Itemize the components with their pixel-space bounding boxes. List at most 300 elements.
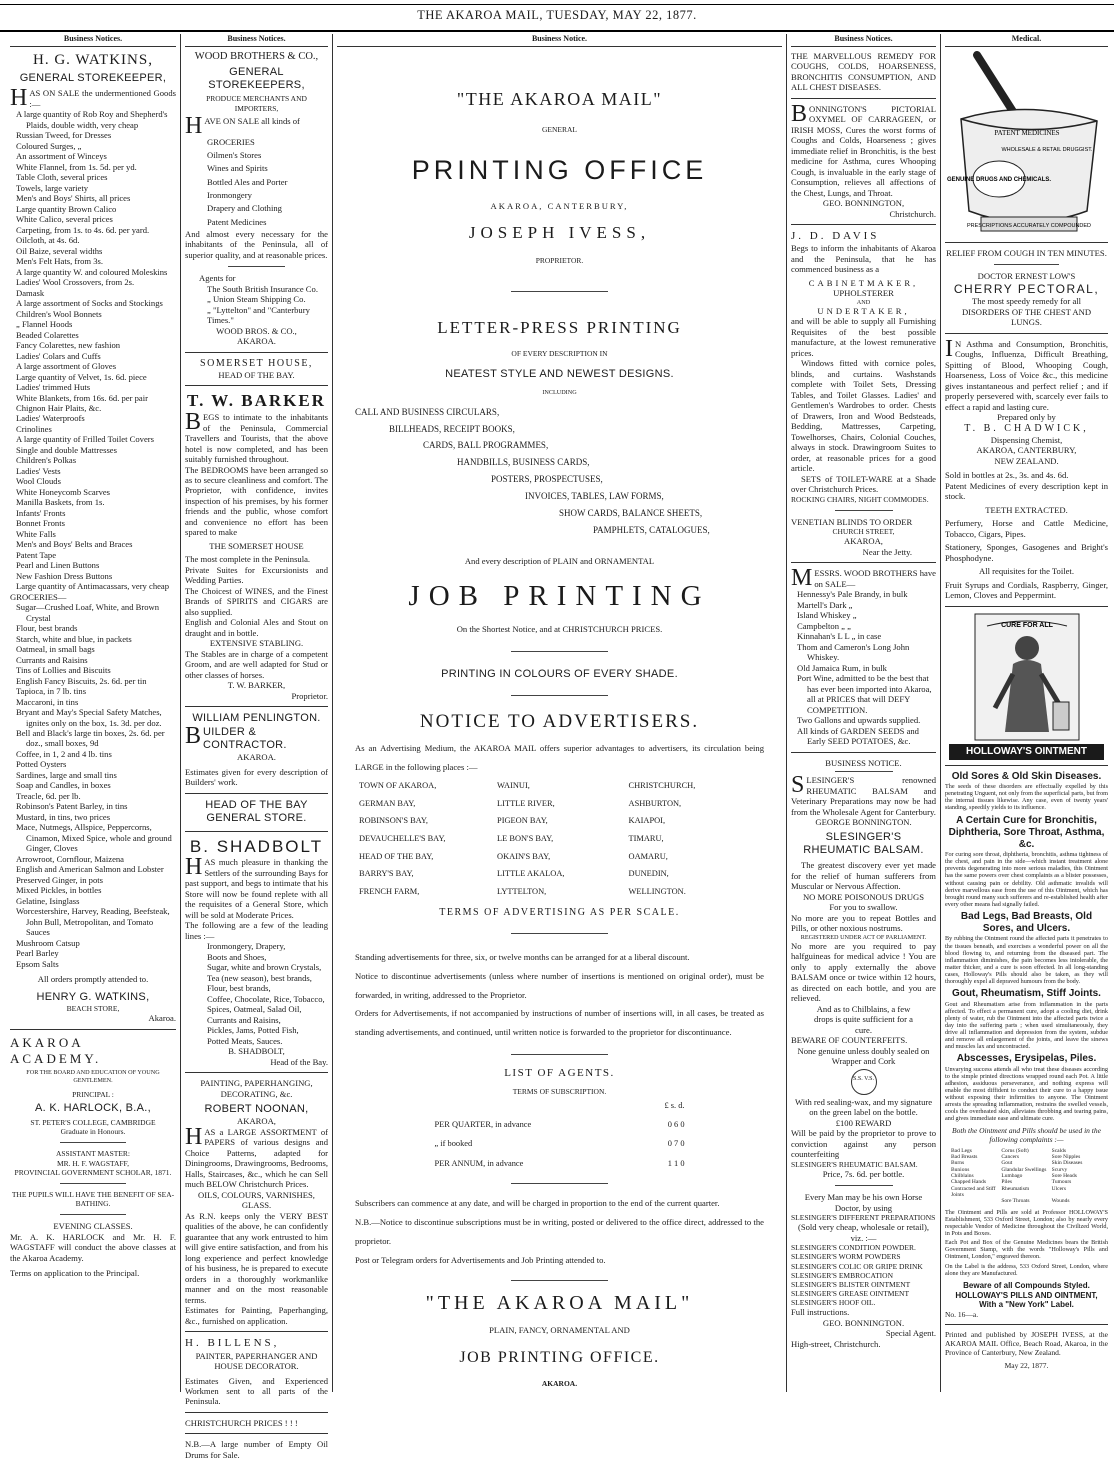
sold-bottles: Sold in bottles at 2s., 3s. and 4s. 6d. (945, 470, 1069, 481)
complaint-cell: Chilblains (951, 1173, 974, 1180)
list-item: Potted Oysters (16, 759, 67, 770)
list-item: White Calico, several prices (16, 214, 113, 225)
complaint-cell: Gout (1001, 1160, 1013, 1167)
complaint-cell: Sore Nipples (1051, 1154, 1081, 1161)
groceries-heading: GROCERIES— (10, 591, 67, 602)
beware-compounds: Beware of all Compounds Styled. (963, 1280, 1090, 1290)
principal-college: ST. PETER'S COLLEGE, CAMBRIDGE (30, 1118, 156, 1128)
every-description: And every description of PLAIN and ORNAMENTAL (464, 556, 655, 567)
drop-cap: M (791, 565, 813, 592)
col4-signature: GEO. BONNINGTON. (822, 1317, 905, 1328)
drop-cap: B (791, 100, 808, 127)
noonan-text-2: OILS, COLOURS, VARNISHES, GLASS. (198, 1189, 315, 1211)
list-item: Patent Medicines (207, 216, 267, 227)
list-item: Oilcloth, at 4s. 6d. (16, 235, 80, 246)
column-5 (940, 34, 1114, 1392)
colours: PRINTING IN COLOURS OF EVERY SHADE. (441, 667, 678, 680)
list-item: „ Flannel Hoods (16, 319, 73, 330)
relief: RELIEF FROM COUGH IN TEN MINUTES. (946, 247, 1107, 258)
list-item: „ Union Steam Shipping Co. (207, 294, 306, 305)
list-item: Sugar, white and brown Crystals, (207, 962, 322, 973)
oil-drums: N.B.—A large number of Empty Oil Drums for Sale. (185, 1439, 328, 1460)
printing-item: CARDS, BALL PROGRAMMES, (423, 440, 549, 451)
masthead-rule (0, 30, 1114, 32)
list-item: A large quantity of Frilled Toilet Covers (16, 434, 154, 445)
list-item: Table Cloth, several prices (16, 172, 108, 183)
davis-text: Begs to inform the inhabitants of Akaroa and the Peninsula, that he has commenced business as a (791, 243, 936, 275)
watkins-role: GENERAL STOREKEEPER, (19, 72, 167, 85)
list-item: Soap and Candles, in boxes (16, 780, 111, 791)
heading-old-sores: Old Sores & Old Skin Diseases. (951, 770, 1102, 782)
complaint-cell (951, 1198, 1001, 1204)
barker-text-4: Private Suites for Excursionists and Wedding Parties. (185, 564, 328, 586)
notice-text: As an Advertising Medium, the AKAROA MAIL offers superior advantages to advertisers, its circulation being LARGE in the following places :— (355, 743, 764, 773)
teeth: TEETH EXTRACTED. (985, 504, 1068, 515)
printing-item: SHOW CARDS, BALANCE SHEETS, (559, 508, 703, 519)
list-item: An assortment of Winceys (16, 151, 107, 162)
drop-cap: B (185, 409, 202, 436)
principal-label: PRINCIPAL : (72, 1089, 114, 1099)
drop-cap: H (10, 85, 28, 112)
holloway-figure-illustration (957, 612, 1097, 742)
list-item: Large quantity of Velvet, 1s. 6d. piece (16, 371, 147, 382)
list-item: Flour, best brands, (207, 983, 271, 994)
rate-value: 0 7 0 (667, 1139, 685, 1149)
discontinue-text: Notice to discontinue advertisements (unless where number of insertions is mentioned on original order), must be forwarded, in writing, addressed to the Proprietor. (355, 970, 764, 1000)
mortar-text-4: PRESCRIPTIONS ACCURATELY COMPOUNDED (966, 222, 1091, 229)
text-abscesses: Unvarying success attends all who treat these diseases according to the simple printed directions wrapped round each Pot. A little adhesion, assiduous perseverance, and nothing express will enable the most diffident to conduct their cure to a happy issue without exposing their infirmities to anyone. The Ointment arrests the spreading inflammation, restrains the swelled vessels, cools the overheated skin, alleviates throbbing and tearing pains, and gives immediate ease and ultimate cure. (945, 1065, 1108, 1123)
towns-grid (337, 777, 782, 900)
subs-text: Subscribers can commence at any date, and will be charged in proportion to the end of the current quarter. (355, 1198, 720, 1209)
list-item: Towels, large variety (16, 182, 89, 193)
list-item: Children's Wool Bonnets (16, 308, 102, 319)
patent-medicines: Patent Medicines of every description kept in stock. (945, 480, 1108, 502)
town-cell: WAINUI, (497, 781, 530, 791)
and-label: AND (856, 298, 871, 306)
remedy: The most speedy remedy for all DISORDERS OF THE CHEST AND LUNGS. (961, 296, 1092, 328)
preparations-list (791, 1243, 936, 1307)
list-item: Infants' Fronts (16, 507, 66, 518)
list-item: Ladies' Colars and Cuffs (16, 350, 101, 361)
penlington-role: UILDER & CONTRACTOR. (203, 725, 287, 751)
letterpress-printing: LETTER-PRESS PRINTING (437, 318, 682, 338)
beware-text: None genuine unless doubly sealed on Wrapper and Cork (797, 1045, 930, 1067)
town-cell: DUNEDIN, (628, 869, 669, 879)
text-label: On the Label is the address, 533 Oxford Street, London, where alone they are Manufactured. (945, 1262, 1108, 1277)
noonan-title: ROBERT NOONAN, (204, 1103, 309, 1116)
printing-item: HANDBILLS, BUSINESS CARDS, (457, 457, 590, 468)
wood-bros-sale: ESSRS. WOOD BROTHERS have on SALE— (814, 568, 936, 589)
list-item: Maccaroni, in tins (16, 696, 79, 707)
notice-title: NOTICE TO ADVERTISERS. (419, 711, 700, 733)
heading-gout: Gout, Rheumatism, Stiff Joints. (952, 988, 1101, 1000)
spirits-list (791, 589, 936, 746)
list-item: Currants and Raisins (16, 654, 88, 665)
new-zealand: NEW ZEALAND. (994, 455, 1059, 466)
town-cell: TOWN OF AKAROA, (359, 781, 437, 791)
list-item: Oil Baize, several widths (16, 245, 103, 256)
drop-cap: H (185, 854, 203, 881)
bottom-job: JOB PRINTING OFFICE. (459, 1348, 660, 1366)
column-header: Business Notices. (791, 34, 936, 47)
billens-text: Estimates Given, and Experienced Workmen sent to all parts of the Peninsula. (185, 1375, 328, 1407)
list-item: Mace, Nutmegs, Allspice, Peppercorns, Cinamon, Mixed Spice, whole and ground Ginger, Cloves (16, 822, 172, 854)
somerset-title: SOMERSET HOUSE, (200, 357, 313, 369)
evening-classes: EVENING CLASSES. (53, 1221, 133, 1232)
near-jetty: Near the Jetty. (862, 546, 912, 557)
complaint-cell: Rheumatism (1001, 1185, 1030, 1192)
mortar-text-2: WHOLESALE & RETAIL DRUGGIST. (1000, 146, 1093, 153)
slesinger-name: SLESINGER'S RHEUMATIC BALSAM. (791, 1159, 918, 1169)
list-item: Potted Meats, Sauces. (207, 1035, 283, 1046)
list-item: Tea (new season), best brands, (207, 972, 312, 983)
principal-graduate: Graduate in Honours. (60, 1127, 126, 1137)
list-item: Martell's Dark „ (797, 599, 853, 610)
drop-cap: B (185, 722, 202, 749)
rates-header: £ s. d. (664, 1100, 685, 1110)
barker-text-1: EGS to intimate to the inhabitants of the Peninsula, Commercial Travellers and Tourists, that the above hotel is now completed, and has been suitably furnished throughout. (185, 412, 328, 465)
davis-text-3: Windows fitted with cornice poles, blinds, and curtains. Washstands complete with Toilet Sets, Dressing Tables, and Toilet Glasses. Ladies' and Gentlemen's Wardrobes to order. Chests of Drawers, Iron and Wood Bedsteads, Bedding, Mattresses, Carpeting, Towelhorses, Chairs, Colonial Couches, always in stock. Drawingroom Suites to order, at reasonable prices for a good article. (791, 358, 936, 474)
slesinger-signature: GEORGE BONNINGTON. (815, 817, 912, 828)
bonnington-text: ONNINGTON'S PICTORIAL OXYMEL OF CARRAGEEN, or IRISH MOSS, Cures the worst forms of Coughs and Colds, Hoarseness ; gives immediate relief in Bronchitis, is the best medicine for Asthma, cures Whooping Cough, is invaluable in the early stage of Consumption, relieves all affections of the Chest, Lungs, and Throat. (791, 103, 936, 198)
list-item: Boots and Shoes, (207, 951, 267, 962)
list-item: SLESINGER'S EMBROCATION (791, 1270, 893, 1280)
town-cell: TIMARU, (628, 833, 664, 843)
complaint-cell: Skin Diseases (1051, 1160, 1083, 1167)
list-item: „ "Lyttelton" and "Canterbury Times." (207, 304, 310, 326)
no-poison: NO MORE POISONOUS DRUGS (802, 891, 925, 902)
head-bay-title: HEAD OF THE BAY GENERAL STORE. (205, 798, 308, 825)
shadbolt-text-2: The following are a few of the leading lines :— (185, 920, 328, 941)
text-bronchitis: For curing sore throat, diphtheria, bronchitis, asthma tightness of the chest, and pain in the side—which instant treatment alone prevents degenerating into more serious maladies, this Ointment has the same powers over chest complaints as a blister possesses, without causing pain or debility. Old asthmatic invalids will derive marvellous ease from the use of this Ointment, which has brought round many such sufferers and re-established health after every other means had signally failed. (945, 851, 1108, 908)
heading-bad-legs: Bad Legs, Bad Breasts, Old Sores, and Ulcers. (960, 911, 1093, 935)
list-item: Treacle, 6d. per lb. (16, 790, 81, 801)
rate-value: 1 1 0 (667, 1158, 685, 1168)
chadwick: T. B. CHADWICK, (964, 422, 1089, 434)
noonan-place: AKAROA, (237, 1116, 276, 1127)
complaint-cell: Scalds (1051, 1147, 1067, 1154)
rate-label: PER QUARTER, in advance (434, 1120, 532, 1130)
list-item: Kinnahan's L L „ in case (797, 631, 882, 642)
column-3 (332, 34, 786, 1392)
list-item: Russian Tweed, for Dresses (16, 130, 112, 141)
bottom-place: AKAROA. (541, 1379, 578, 1389)
beware: BEWARE OF COUNTERFEITS. (791, 1035, 908, 1046)
column-header: Business Notice. (337, 34, 782, 47)
slesinger-text-5: And as to Chilblains, a few drops is quite sufficient for a cure. (814, 1003, 913, 1035)
list-item: Damask (16, 287, 45, 298)
cure-for-all: CURE FOR ALL (1000, 621, 1053, 629)
list-item: All kinds of GARDEN SEEDS and Early SEED POTATOES, &c. (797, 725, 919, 747)
list-item: SLESINGER'S CONDITION POWDER. (791, 1243, 916, 1253)
list-item: Island Whiskey „ (797, 610, 857, 621)
barker-text-5: The Choicest of WINES, and the Finest Brands of SPIRITS and CIGARS are also supplied. (185, 585, 328, 617)
town-cell: ASHBURTON, (628, 798, 682, 808)
list-item: A large quantity W. and coloured Moleskins (16, 266, 168, 277)
list-item: White Honeycomb Scarves (16, 486, 111, 497)
list-item: Bell and Black's large tin boxes, 2s. 6d. per doz., small boxes, 9d (16, 728, 165, 749)
rate-row (435, 1134, 685, 1153)
list-item: Two Gallons and upwards supplied. (797, 715, 921, 726)
list-item: Pearl and Linen Buttons (16, 560, 100, 571)
shadbolt-signature: B. SHADBOLT, (228, 1046, 285, 1057)
holloway-banner: HOLLOWAY'S OINTMENT (949, 744, 1104, 760)
complaint-cell: Sore Throats (1001, 1198, 1030, 1205)
remedy-text: THE MARVELLOUS REMEDY FOR COUGHS, COLDS, HOARSENESS, BRONCHITIS CONSUMPTION, AND ALL CHEST DISEASES. (791, 50, 936, 93)
top-rule (0, 4, 1114, 5)
bonnington-signature: GEO. BONNINGTON, (822, 198, 905, 209)
church-street: CHURCH STREET, (832, 527, 895, 537)
shortest-notice: On the Shortest Notice, and at CHRISTCHURCH PRICES. (456, 624, 663, 635)
post-text: Post or Telegram orders for Advertisements and Job Printing attended to. (355, 1254, 606, 1265)
list-item: Men's Felt Hats, from 3s. (16, 256, 104, 267)
text-stamp: Each Pot and Box of the Genuine Medicines bears the British Government Stamp, with the words "Holloway's Pills and Ointment, London," engraved thereon. (945, 1239, 1108, 1261)
text-gout: Gout and Rheumatism arise from inflammation in the parts affected. To effect a permanent cure, adopt a cooling diet, drink plenty of water, rub the Ointment into the affected parts twice a day into the suffering parts ; when used simultaneously, they drive all inflammation and depression from the system, subdue and remove all enlargement of the joints, and leave the sinews and muscles lax and uncontracted. (945, 1000, 1108, 1051)
list-item: Sugar—Crushed Loaf, White, and Brown Crystal (16, 602, 160, 623)
list-item: Preserved Ginger, in pots (16, 874, 104, 885)
list-item: Men's and Boys' Shirts, all prices (16, 193, 131, 204)
town-cell: BARRY'S BAY, (359, 869, 414, 879)
list-item: Beaded Colarettes (16, 329, 79, 340)
printing-item: POSTERS, PROSPECTUSES, (491, 474, 603, 485)
list-item: Wines and Spirits (207, 163, 268, 174)
list-item: SLESINGER'S COLIC OR GRIPE DRINK (791, 1261, 923, 1271)
list-item: Single and double Mattresses (16, 444, 117, 455)
both-note: Both the Ointment and Pills should be used in the following complaints :— (952, 1125, 1101, 1144)
list-item: Patent Tape (16, 549, 57, 560)
drop-cap: H (185, 1123, 203, 1150)
complaint-cell: Tumours (1051, 1179, 1072, 1186)
new-york-label: With a "New York" Label. (979, 1300, 1074, 1310)
stationery: Stationery, Sponges, Gasogenes and Bright's Phosphodyne. (945, 542, 1108, 563)
penlington-title: WILLIAM PENLINGTON. (192, 712, 321, 725)
barker-signature: T. W. BARKER, (227, 680, 286, 691)
list-item: Coloured Surges, „ (16, 140, 82, 151)
pectoral-text: N Asthma and Consumption, Bronchitis, Coughs, Influenza, Difficult Breathing, Spitting of Blood, Whooping Cough, Hoarseness, Loss of Voice &c., this medicine gives instantaneous and perfect relief ; and if properly persevered with, scarcely ever fails to effect a rapid and lasting cure. (945, 338, 1108, 412)
watkins-name: H. G. WATKINS, (33, 51, 153, 68)
complaint-cell: Ulcers (1051, 1185, 1067, 1192)
shadbolt-items (185, 941, 328, 1046)
shadbolt-place: Head of the Bay. (270, 1056, 328, 1067)
complaint-cell: Scurvy (1051, 1166, 1068, 1173)
holloway-pills: HOLLOWAY'S PILLS AND OINTMENT, (955, 1290, 1098, 1300)
signature-place: Akaroa. (148, 1013, 176, 1024)
rate-label: „ if booked (434, 1139, 473, 1149)
fruit-syrups: Fruit Syrups and Cordials, Raspberry, Ginger, Lemon, Cloves and Peppermint. (945, 579, 1108, 601)
business-notice: BUSINESS NOTICE. (825, 757, 902, 768)
subscription-title: TERMS OF SUBSCRIPTION. (512, 1086, 607, 1096)
registered: REGISTERED UNDER ACT OF PARLIAMENT. (800, 933, 927, 941)
assistant-name: MR. H. F. WAGSTAFF, (56, 1158, 130, 1168)
printing-items (337, 397, 782, 547)
slesinger-text-2: The greatest discovery ever yet made for the relief of human sufferers from Muscular or Nervous Affection. (791, 860, 936, 892)
list-item: Fancy Colarettes, new fashion (16, 340, 121, 351)
neatest-style: NEATEST STYLE AND NEWEST DESIGNS. (445, 368, 674, 381)
printing-item: BILLHEADS, RECEIPT BOOKS, (389, 423, 515, 434)
akaroa-mail-title: "THE AKAROA MAIL" (456, 88, 663, 109)
column-header: Medical. (945, 34, 1108, 47)
noonan-text-3: As R.N. keeps only the VERY BEST qualities of the above, he can confidently guarantee that any work entrusted to him will give entire satisfaction, and from his long experience and perfect knowledge of his business, he is prepared to execute orders in a thoroughly workmanlike manner and on the most reasonable terms. (185, 1210, 328, 1305)
complaint-cell: Corns (Soft) (1001, 1147, 1029, 1154)
drapery-list (10, 109, 176, 591)
terms-title: TERMS OF ADVERTISING AS PER SCALE. (439, 906, 680, 918)
list-item: Ladies' Waterproofs (16, 413, 85, 424)
list-item: Mustard, in tins, two prices (16, 811, 111, 822)
nb-text: N.B.—Notice to discontinue subscriptions must be in writing, posted or delivered to the office direct, addressed to the proprietor. (355, 1217, 764, 1246)
list-item: Men's and Boys' Belts and Braces (16, 539, 133, 550)
printing-office: PRINTING OFFICE (411, 154, 708, 185)
prepared-by: Prepared only by (997, 412, 1056, 423)
drop-cap: H (185, 112, 203, 139)
general-label: GENERAL (542, 124, 577, 134)
wood-bros-items (185, 136, 328, 229)
complaint-cell: Bad Breasts (951, 1154, 978, 1161)
academy-title: AKAROA ACADEMY. (10, 1034, 102, 1066)
signature-name: HENRY G. WATKINS, (36, 990, 150, 1003)
christchurch-prices: CHRISTCHURCH PRICES ! ! ! (185, 1417, 298, 1428)
wood-bros-place: AKAROA. (237, 336, 276, 347)
list-item: Wool Clouds (16, 476, 61, 487)
list-item: SLESINGER'S HOOF OIL. (791, 1298, 876, 1308)
list-item: Worcestershire, Harvey, Reading, Beefsteak, John Bull, Metropolitan, and Tomato Sauces (16, 906, 170, 938)
list-item: Coffee, in 1, 2 and 4 lb. tins (16, 748, 112, 759)
shadbolt-title: B. SHADBOLT (189, 836, 324, 856)
stabling: EXTENSIVE STABLING. (209, 638, 304, 649)
wood-bros-sub: PRODUCE MERCHANTS AND IMPORTERS, (206, 94, 307, 113)
list-item: Ladies' Wool Crossovers, from 2s. (16, 277, 135, 288)
town-cell: KAIAPOI, (628, 816, 666, 826)
penlington-text: Estimates given for every description of Builders' work. (185, 766, 328, 788)
town-cell: LYTTELTON, (497, 886, 547, 896)
list-item: Flour, best brands (16, 623, 78, 634)
column-4 (786, 34, 940, 1392)
list-item: GROCERIES (207, 136, 255, 147)
proprietor-role: PROPRIETOR. (535, 256, 584, 265)
list-item: Large quantity Brown Calico (16, 203, 117, 214)
town-cell: DEVAUCHELLE'S BAY, (359, 833, 446, 843)
text-old-sores: The seeds of these disorders are effectually expelled by this penetrating Unguent, not only from the superficial parts, but from the internal tissues likewise. Any case, even of twenty years' standing, speedily yields to its influence. (945, 783, 1108, 812)
column-header: Business Notices. (10, 34, 176, 47)
list-item: English Fancy Biscuits, 2s. 6d. per tin (16, 675, 147, 686)
terms-note: Terms on application to the Principal. (10, 1268, 140, 1279)
slesinger-text-6: With red sealing-wax, and my signature on the green label on the bottle. (794, 1096, 933, 1118)
upholsterer: UPHOLSTERER (833, 288, 894, 299)
wood-bros-signature: WOOD BROS. & CO., (216, 325, 297, 336)
watkins-intro: AS ON SALE the undermentioned Goods :— (29, 88, 176, 109)
list-item: A large quantity of Rob Roy and Shepherd's Plaids, double width, very cheap (16, 109, 168, 130)
complaint-cell: Burns (951, 1160, 965, 1167)
somerset-house: THE SOMERSET HOUSE (209, 540, 304, 551)
wood-bros-text: And almost every necessary for the inhabitants of the Peninsula, all of superior quality, and at reasonable prices. (185, 228, 328, 260)
drop-cap: S (791, 772, 805, 799)
barker-text-7: The Stables are in charge of a competent Groom, and are well adapted for Stud or other classes of horses. (185, 648, 328, 680)
town-cell: LE BON'S BAY, (497, 833, 554, 843)
shadbolt-text-1: AS much pleasure in thanking the Settlers of the surrounding Bays for past support, and begs to intimate that his Store will now be found replete with all the requisites of a General Store, which will be sold at Moderate Prices. (185, 857, 328, 920)
high-street: High-street, Christchurch. (791, 1338, 881, 1349)
complaint-cell: Glandular Swellings (1001, 1166, 1047, 1173)
list-item: Bottled Ales and Porter (207, 176, 288, 187)
list-item: Tapioca, in 7 lb. tins (16, 686, 87, 697)
complaint-cell: Cancers (1001, 1154, 1020, 1161)
column-1 (6, 34, 180, 1392)
list-item: Oilmen's Stores (207, 149, 262, 160)
item-number: No. 16—a. (945, 1310, 979, 1320)
list-item: English and American Salmon and Lobster (16, 864, 164, 875)
price: Price, 7s. 6d. per bottle. (822, 1168, 905, 1179)
list-item: Old Jamaica Rum, in bulk (797, 662, 887, 673)
horse-doctor: Every Man may be his own Horse Doctor, by using (804, 1192, 923, 1213)
list-item: Bryant and May's Special Safety Matches, ignites only on the box, 1s. 3d. per doz. (16, 707, 162, 728)
town-cell: OKAIN'S BAY, (497, 851, 551, 861)
different-preparations: SLESINGER'S DIFFERENT PREPARATIONS (791, 1213, 936, 1223)
davis-akaroa: AKAROA, (844, 536, 883, 547)
imprint: Printed and published by JOSEPH IVESS, at the AKAROA MAIL Office, Beach Road, Akaroa, in the Province of Canterbury, New Zealand. (945, 1330, 1108, 1358)
letterpress-sub: OF EVERY DESCRIPTION IN (511, 348, 608, 358)
printing-item: PAMPHLETS, CATALOGUES, (593, 525, 710, 536)
seal-icon: S.S. V.S. (851, 1069, 877, 1095)
list-item: Pickles, Jams, Potted Fish, (207, 1025, 299, 1036)
list-item: Gelatine, Isinglass (16, 895, 80, 906)
printing-item: INVOICES, TABLES, LAW FORMS, (525, 491, 664, 502)
barker-text-3: The most complete in the Peninsula. (185, 554, 311, 565)
list-item: SLESINGER'S BLISTER OINTMENT (791, 1279, 911, 1289)
heading-bronchitis: A Certain Cure for Bronchitis, Diphtheria, Sore Throat, Asthma, &c. (948, 814, 1105, 850)
complaint-cell: Chapped Hands (951, 1179, 986, 1186)
special-agent: Special Agent. (885, 1328, 936, 1339)
agents-list (185, 284, 328, 326)
standing-text: Standing advertisements for three, six, or twelve months can be arranged for at a liberal discount. (355, 951, 690, 962)
list-item: Spices, Oatmeal, Salad Oil, (207, 1004, 302, 1015)
sold-cheap: (Sold very cheap, wholesale or retail), viz. :— (797, 1222, 929, 1243)
list-item: Drapery and Clothing (207, 203, 282, 214)
list-item: A large assortment of Gloves (16, 361, 117, 372)
list-item: Ironmongery, Drapery, (207, 941, 286, 952)
complaint-cell: Sore Heads (1051, 1173, 1077, 1180)
list-item: Starch, white and blue, in packets (16, 633, 132, 644)
rate-label: PER ANNUM, in advance (434, 1158, 524, 1168)
column-header: Business Notices. (185, 34, 328, 47)
full-instructions: Full instructions. (791, 1307, 850, 1318)
list-item: Hennessy's Pale Brandy, in bulk (797, 589, 908, 600)
barker-text-2: The BEDROOMS have been arranged so as to secure cleanliness and comfort. The Proprietor, with confidence, invites inspection of his premises, by his former friends and the public, whose comfort and convenience no effort has been spared to make (185, 464, 328, 538)
davis-title: J. D. DAVIS (791, 230, 880, 243)
orders-note: All orders promptly attended to. (37, 974, 149, 985)
mortar-text-3: GENUINE DRUGS AND CHEMICALS. (946, 176, 1051, 183)
list-item: Large quantity of Antimacassars, very cheap (16, 581, 170, 592)
list-item: SLESINGER'S GREASE OINTMENT (791, 1289, 910, 1299)
slesinger-text: LESINGER'S renowned RHEUMATIC BALSAM and Veterinary Preparations may now be had from the Wholesale Agent for Canterbury. (791, 775, 936, 817)
doctor: DOCTOR ERNEST LOW'S (977, 271, 1076, 282)
list-item: White Flannel, from 1s. 5d. per yd. (16, 161, 137, 172)
town-cell: FRENCH FARM, (359, 886, 420, 896)
noonan-text-4: Estimates for Painting, Paperhanging, &c., furnished on application. (185, 1305, 328, 1326)
reward: £100 REWARD (835, 1117, 892, 1128)
column-2 (180, 34, 332, 1460)
wood-bros-title: WOOD BROTHERS & CO., (194, 50, 319, 62)
list-item: Ironmongery (207, 189, 252, 200)
wood-bros-role: GENERAL STOREKEEPERS, (208, 65, 305, 91)
mortar-text-1: PATENT MEDICINES (993, 128, 1060, 137)
list-item: Crinolines (16, 423, 52, 434)
barker-text-6: English and Colonial Ales and Stout on draught and in bottle. (185, 617, 328, 638)
complaint-cell: Bunions (951, 1166, 970, 1173)
bottom-title: "THE AKAROA MAIL" (425, 1291, 694, 1314)
complaint-cell: Lumbago (1001, 1173, 1023, 1180)
list-item: Ladies' Vests (16, 465, 61, 476)
venetian-blinds: VENETIAN BLINDS TO ORDER (791, 516, 913, 527)
list-item: Campbelton „ „ (797, 620, 851, 631)
list-item: A large assortment of Socks and Stockings (16, 298, 163, 309)
